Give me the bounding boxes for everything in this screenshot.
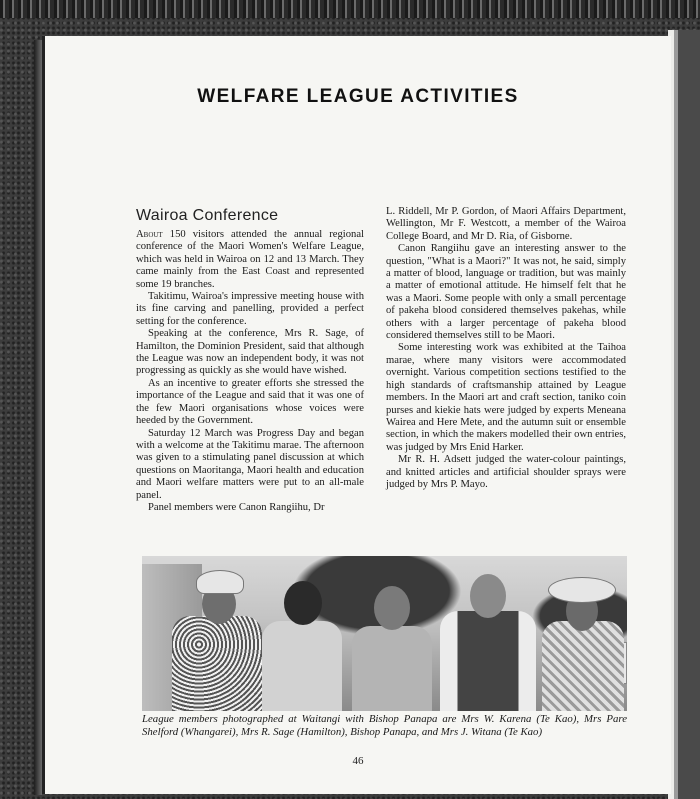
photo-person (172, 566, 262, 711)
lead-word: About (136, 229, 163, 240)
article-paragraph: Panel members were Canon Rangiihu, Dr (148, 501, 325, 513)
article-paragraph: L. Riddell, Mr P. Gordon, of Maori Affairs Department, Wellington, Mr F. Westcott, a member of the Wairoa College Board, and Mr D. Ria, of Gisborne. (386, 206, 626, 242)
article-paragraph: Saturday 12 March was Progress Day and began with a welcome at the Takitimu marae. The afternoon was given to a stimulating panel discussion at which questions on Maoritanga, Maori health and education and Maori welfare matters were put to an all-male panel. (136, 427, 364, 501)
article-column-right (386, 206, 626, 491)
article-paragraph: Takitimu, Wairoa's impressive meeting house with its fine carving and panelling, provided a perfect setting for the conference. (136, 291, 364, 327)
article-paragraph: Speaking at the conference, Mrs R. Sage, of Hamilton, the Dominion President, said that although the League was now an independent body, it was not progressing as quickly as she would have wished. (136, 328, 364, 377)
page-headline: WELFARE LEAGUE ACTIVITIES (197, 86, 519, 107)
photo-caption: League members photographed at Waitangi with Bishop Panapa are Mrs W. Karena (Te Kao), Mrs Pare Shelford (Whangarei), Mrs R. Sage (Hamilton), Bishop Panapa, and Mrs J. Witana (Te Kao) (142, 713, 627, 738)
page-right-edge (668, 30, 700, 799)
article-paragraph: Mr R. H. Adsett judged the water-colour paintings, and knitted articles and artificial shoulder sprays were judged by Mrs P. Mayo. (386, 454, 626, 490)
article-paragraph: About 150 visitors attended the annual regional conference of the Maori Women's Welfare League, which was held in Wairoa on 12 and 13 March. They came mainly from the East Coast and represented some 19 branches. (136, 229, 364, 290)
book-spine-edge (34, 40, 42, 795)
article-paragraph: Some interesting work was exhibited at the Taihoa marae, where many visitors were accommodated overnight. Various competition sections testified to the high standards of craftsmanship attained by League members. In the Maori art and craft section, taniko coin purses and kiekie hats were judged by experts Meneana Wairea and Here Mete, and the autumn suit or ensemble section, in which the makers modelled their own entries, was judged by Mrs Enid Harker. (386, 342, 626, 453)
article-paragraph: Canon Rangiihu gave an interesting answer to the question, "What is a Maori?" It was not, he said, simply a matter of blood, language or tradition, but was mainly a matter of emotional attitude. He himself felt that he was a Maori. Some people with only a small percentage of pakeha blood considered themselves pakehas, while others with a larger percentage of pakeha blood considered themselves still to be Maori. (386, 243, 626, 342)
section-title: Wairoa Conference (136, 207, 279, 224)
group-photograph (142, 556, 627, 711)
page-number: 46 (352, 755, 364, 767)
article-paragraph: As an incentive to greater efforts she stressed the importance of the League and said that it was one of the few Maori organisations whose voices were heeded by the Government. (136, 377, 364, 427)
photo-person (262, 581, 342, 711)
scan-top-strip (0, 0, 700, 18)
photo-person (440, 566, 536, 711)
magazine-page (42, 36, 671, 794)
article-column-left (136, 229, 364, 514)
photo-person (542, 571, 624, 711)
photo-person (352, 586, 432, 711)
